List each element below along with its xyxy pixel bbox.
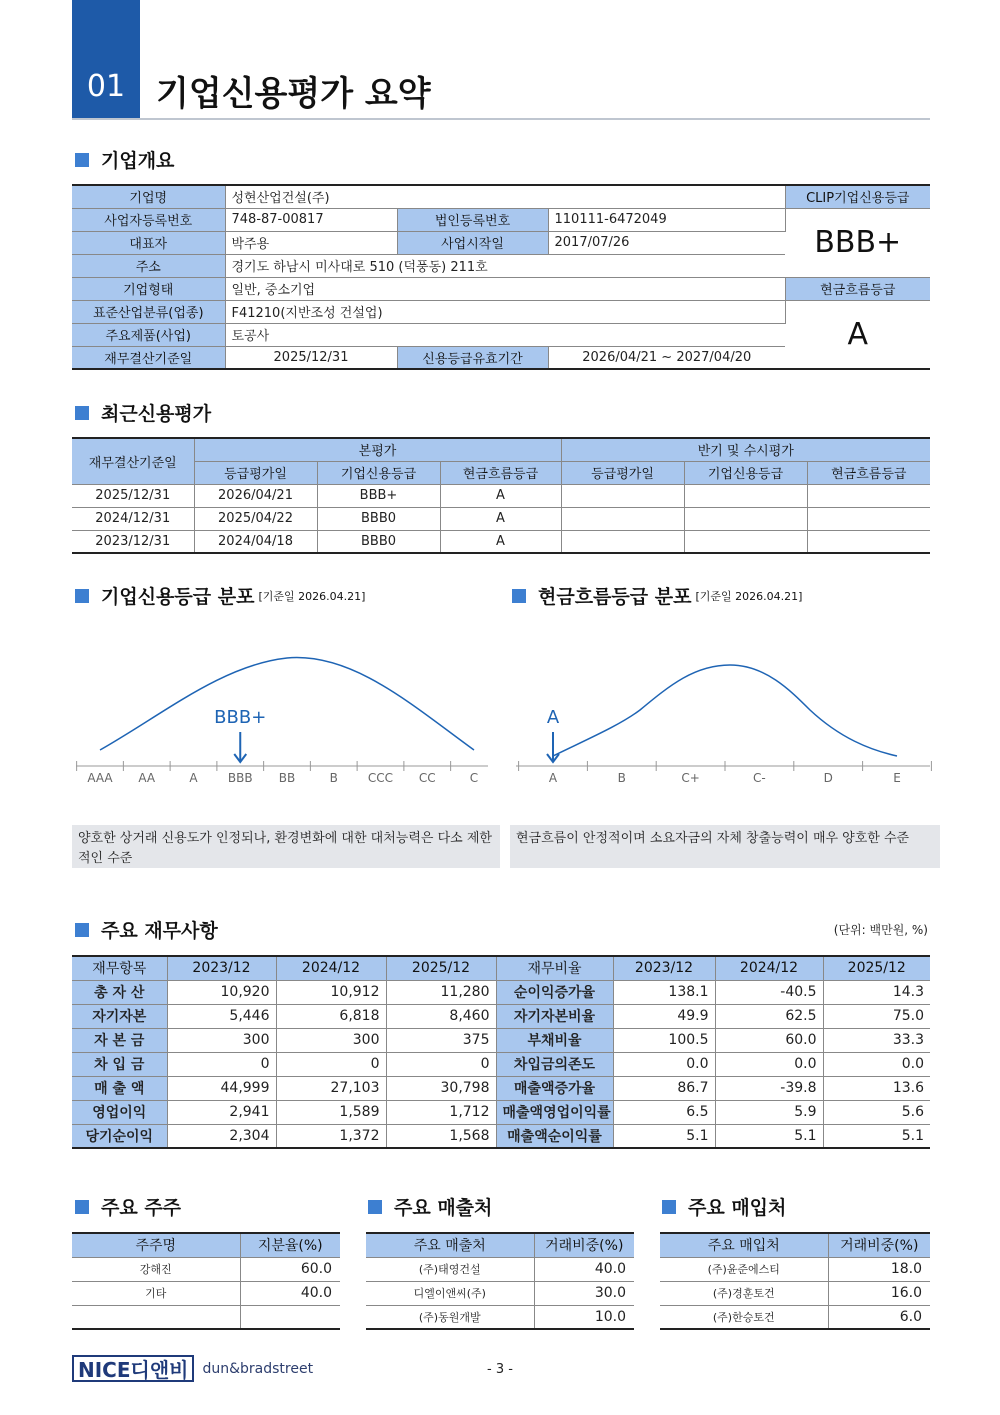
entity-name: 강해진 (72, 1257, 240, 1281)
credit-dist-heading-text: 기업신용등급 분포 (101, 586, 255, 608)
table-row (72, 484, 930, 507)
entity-name: (주)태영건설 (366, 1257, 534, 1281)
fin-value: 300 (167, 1028, 276, 1052)
fin-value: 11,280 (386, 980, 496, 1004)
share-value: 40.0 (240, 1281, 340, 1305)
axis-tick-label: D (823, 771, 833, 785)
cell: 2026/04/21 (194, 484, 317, 507)
fin-ratio-value: 0.0 (715, 1052, 823, 1076)
table-row (72, 507, 930, 530)
fin-ratio-label: 매출액순이익률 (496, 1124, 613, 1148)
axis-tick-label: C (469, 771, 479, 785)
cell: A (440, 530, 561, 553)
axis-tick-label: C- (753, 771, 766, 785)
axis-tick-label: A (189, 771, 198, 785)
label-company-type: 기업형태 (72, 277, 225, 300)
col-fin-item: 재무항목 (72, 956, 167, 980)
overview-heading (75, 146, 174, 173)
fin-ratio-value: 0.0 (823, 1052, 930, 1076)
share-value: 16.0 (828, 1281, 930, 1305)
cell: BBB+ (317, 484, 440, 507)
fin-value: 27,103 (276, 1076, 386, 1100)
label-company-name: 기업명 (72, 185, 225, 208)
credit-marker-label: BBB+ (214, 707, 267, 728)
fin-ratio-value: 86.7 (613, 1076, 715, 1100)
fin-item-label: 당기순이익 (72, 1124, 167, 1148)
fin-ratio-value: -39.8 (715, 1076, 823, 1100)
bullet-square-icon (75, 1200, 89, 1214)
fin-ratio-value: 75.0 (823, 1004, 930, 1028)
cash-grade-value: A (785, 300, 930, 369)
suppliers-table (660, 1232, 930, 1330)
fin-ratio-value: 14.3 (823, 980, 930, 1004)
col-year: 2023/12 (167, 956, 276, 980)
table-row (366, 1257, 634, 1281)
cash-distribution-chart (510, 620, 935, 795)
col-name: 주요 매출처 (366, 1233, 534, 1257)
suppliers-heading (662, 1193, 786, 1220)
fin-value: 2,941 (167, 1100, 276, 1124)
axis-tick-label: B (329, 771, 338, 785)
table-row (72, 1257, 340, 1281)
label-corp-no: 법인등록번호 (397, 208, 548, 231)
address: 경기도 하남시 미사대로 510 (덕풍동) 211호 (225, 254, 785, 277)
entity-name: 디엘이앤씨(주) (366, 1281, 534, 1305)
recent-heading (75, 399, 211, 426)
fin-ratio-value: 49.9 (613, 1004, 715, 1028)
cell (561, 530, 684, 553)
table-row (366, 1281, 634, 1305)
table-row (72, 530, 930, 553)
fin-ratio-value: 100.5 (613, 1028, 715, 1052)
industry: F41210(지반조성 건설업) (225, 300, 785, 323)
bullet-square-icon (368, 1200, 382, 1214)
col-eval-date: 등급평가일 (561, 461, 684, 484)
fin-item-label: 영업이익 (72, 1100, 167, 1124)
cell (561, 484, 684, 507)
fin-value: 1,589 (276, 1100, 386, 1124)
page-title: 기업신용평가 요약 (156, 74, 431, 114)
recent-heading-text: 최근신용평가 (101, 403, 212, 425)
entity-name: (주)윤준에스티 (660, 1257, 828, 1281)
ceo: 박주용 (225, 231, 397, 254)
financial-heading (75, 916, 218, 943)
bullet-square-icon (75, 153, 89, 167)
cell: 2023/12/31 (72, 530, 194, 553)
entity-name: (주)한승토건 (660, 1305, 828, 1329)
col-credit-grade: 기업신용등급 (684, 461, 807, 484)
corp-no: 110111-6472049 (548, 208, 785, 231)
fin-item-label: 매 출 액 (72, 1076, 167, 1100)
customers-heading-text: 주요 매출처 (394, 1197, 493, 1219)
share-value (240, 1305, 340, 1329)
financial-heading-text: 주요 재무사항 (101, 920, 218, 942)
shareholders-heading-text: 주요 주주 (101, 1197, 182, 1219)
fin-ratio-value: 5.1 (823, 1124, 930, 1148)
table-row (660, 1281, 930, 1305)
fin-ratio-value: 33.3 (823, 1028, 930, 1052)
start-date: 2017/07/26 (548, 231, 785, 254)
label-cash-grade: 현금흐름등급 (785, 277, 930, 300)
col-eval-date: 등급평가일 (194, 461, 317, 484)
table-row (72, 1052, 930, 1076)
axis-tick-label: AAA (87, 771, 113, 785)
fin-value: 0 (167, 1052, 276, 1076)
fin-item-label: 차 입 금 (72, 1052, 167, 1076)
table-row (72, 1281, 340, 1305)
cell: A (440, 507, 561, 530)
entity-name: (주)동원개발 (366, 1305, 534, 1329)
label-address: 주소 (72, 254, 225, 277)
bullet-square-icon (75, 923, 89, 937)
fin-ratio-value: 5.6 (823, 1100, 930, 1124)
clip-grade-value: BBB+ (785, 208, 930, 277)
company-name: 성현산업건설(주) (225, 185, 785, 208)
shareholders-heading (75, 1193, 181, 1220)
col-cash-grade: 현금흐름등급 (440, 461, 561, 484)
col-settle-date: 재무결산기준일 (72, 438, 194, 484)
valid-period: 2026/04/21 ~ 2027/04/20 (548, 346, 785, 369)
fin-ratio-value: 5.1 (613, 1124, 715, 1148)
col-year: 2025/12 (823, 956, 930, 980)
cash-grade-description: 현금흐름이 안정적이며 소요자금의 자체 창출능력이 매우 양호한 수준 (510, 825, 940, 868)
company-type: 일반, 중소기업 (225, 277, 785, 300)
label-product: 주요제품(사업) (72, 323, 225, 346)
fin-value: 0 (276, 1052, 386, 1076)
fin-ratio-label: 매출액증가율 (496, 1076, 613, 1100)
fin-ratio-value: 60.0 (715, 1028, 823, 1052)
table-row (72, 980, 930, 1004)
cell (807, 484, 930, 507)
fin-ratio-label: 매출액영업이익률 (496, 1100, 613, 1124)
settle-date: 2025/12/31 (225, 346, 397, 369)
table-row (660, 1257, 930, 1281)
label-clip-grade: CLIP기업신용등급 (785, 185, 930, 208)
cell: BBB0 (317, 530, 440, 553)
cell: 2025/12/31 (72, 484, 194, 507)
col-ratio: 지분율(%) (240, 1233, 340, 1257)
customers-heading (368, 1193, 492, 1220)
entity-name: (주)경훈토건 (660, 1281, 828, 1305)
overview-heading-text: 기업개요 (101, 150, 175, 172)
fin-ratio-value: -40.5 (715, 980, 823, 1004)
share-value: 18.0 (828, 1257, 930, 1281)
fin-value: 2,304 (167, 1124, 276, 1148)
axis-tick-label: BB (278, 771, 296, 785)
col-ratio: 거래비중(%) (828, 1233, 930, 1257)
nice-logo-text: NICE디앤비 (78, 1358, 189, 1382)
table-row (72, 1004, 930, 1028)
cell (684, 530, 807, 553)
share-value: 30.0 (534, 1281, 634, 1305)
axis-tick-label: B (617, 771, 626, 785)
axis-tick-label: A (548, 771, 558, 785)
col-ratio: 거래비중(%) (534, 1233, 634, 1257)
fin-ratio-label: 순이익증가율 (496, 980, 613, 1004)
cash-marker-label: A (546, 707, 560, 728)
col-cash-grade: 현금흐름등급 (807, 461, 930, 484)
fin-ratio-value: 5.1 (715, 1124, 823, 1148)
cell (684, 507, 807, 530)
col-credit-grade: 기업신용등급 (317, 461, 440, 484)
fin-value: 5,446 (167, 1004, 276, 1028)
page-number: - 3 - (487, 1362, 513, 1377)
group-main-eval: 본평가 (194, 438, 561, 461)
suppliers-heading-text: 주요 매입처 (688, 1197, 787, 1219)
cell (807, 530, 930, 553)
entity-name (72, 1305, 240, 1329)
share-value: 6.0 (828, 1305, 930, 1329)
table-row (72, 1028, 930, 1052)
axis-tick-label: E (893, 771, 901, 785)
fin-ratio-label: 부채비율 (496, 1028, 613, 1052)
label-start-date: 사업시작일 (397, 231, 548, 254)
fin-value: 1,712 (386, 1100, 496, 1124)
cell (684, 484, 807, 507)
fin-value: 1,568 (386, 1124, 496, 1148)
fin-value: 10,912 (276, 980, 386, 1004)
bullet-square-icon (662, 1200, 676, 1214)
fin-ratio-value: 6.5 (613, 1100, 715, 1124)
dnb-logo-text: dun&bradstreet (202, 1360, 314, 1377)
share-value: 10.0 (534, 1305, 634, 1329)
fin-value: 30,798 (386, 1076, 496, 1100)
recent-rating-table (72, 437, 930, 554)
credit-dist-heading (75, 582, 365, 609)
credit-dist-date-note: [기준일 2026.04.21] (258, 589, 366, 603)
col-year: 2023/12 (613, 956, 715, 980)
label-ceo: 대표자 (72, 231, 225, 254)
label-biz-no: 사업자등록번호 (72, 208, 225, 231)
bullet-square-icon (75, 406, 89, 420)
bullet-square-icon (75, 589, 89, 603)
shareholders-table (72, 1232, 340, 1330)
table-row (72, 1076, 930, 1100)
credit-grade-description: 양호한 상거래 신용도가 인정되나, 환경변화에 대한 대처능력은 다소 제한적인 수준 (72, 825, 500, 868)
fin-value: 0 (386, 1052, 496, 1076)
table-row (72, 1124, 930, 1148)
fin-value: 300 (276, 1028, 386, 1052)
axis-tick-label: C+ (681, 771, 700, 785)
col-name: 주주명 (72, 1233, 240, 1257)
fin-ratio-value: 138.1 (613, 980, 715, 1004)
cell (807, 507, 930, 530)
col-name: 주요 매입처 (660, 1233, 828, 1257)
credit-distribution-chart (72, 620, 492, 795)
label-settle-date: 재무결산기준일 (72, 346, 225, 369)
cash-dist-date-note: [기준일 2026.04.21] (695, 589, 803, 603)
col-year: 2024/12 (715, 956, 823, 980)
fin-value: 44,999 (167, 1076, 276, 1100)
fin-ratio-value: 62.5 (715, 1004, 823, 1028)
biz-no: 748-87-00817 (225, 208, 397, 231)
fin-item-label: 총 자 산 (72, 980, 167, 1004)
overview-table (72, 184, 930, 370)
table-row (72, 1100, 930, 1124)
cell: BBB0 (317, 507, 440, 530)
credit-marker-arrow (234, 732, 246, 762)
unit-label: (단위: 백만원, %) (833, 923, 928, 937)
section-number: 01 (72, 0, 140, 118)
label-valid-period: 신용등급유효기간 (397, 346, 548, 369)
fin-value: 6,818 (276, 1004, 386, 1028)
fin-ratio-label: 차입금의존도 (496, 1052, 613, 1076)
cash-dist-heading-text: 현금흐름등급 분포 (538, 586, 692, 608)
cell: A (440, 484, 561, 507)
cash-dist-heading (512, 582, 802, 609)
table-row (72, 1305, 340, 1329)
entity-name: 기타 (72, 1281, 240, 1305)
axis-tick-label: BBB (227, 771, 253, 785)
fin-value: 1,372 (276, 1124, 386, 1148)
share-value: 60.0 (240, 1257, 340, 1281)
axis-tick-label: CCC (367, 771, 394, 785)
table-row (660, 1305, 930, 1329)
cell: 2024/04/18 (194, 530, 317, 553)
page-header (72, 0, 930, 120)
table-row (366, 1305, 634, 1329)
bullet-square-icon (512, 589, 526, 603)
fin-ratio-value: 13.6 (823, 1076, 930, 1100)
fin-value: 10,920 (167, 980, 276, 1004)
financial-table (72, 955, 930, 1149)
fin-ratio-value: 5.9 (715, 1100, 823, 1124)
fin-value: 8,460 (386, 1004, 496, 1028)
cell (561, 507, 684, 530)
cash-distribution-curve (553, 665, 897, 756)
axis-tick-label: CC (418, 771, 436, 785)
cell: 2024/12/31 (72, 507, 194, 530)
col-fin-ratio: 재무비율 (496, 956, 613, 980)
fin-ratio-label: 자기자본비율 (496, 1004, 613, 1028)
label-industry: 표준산업분류(업종) (72, 300, 225, 323)
col-year: 2025/12 (386, 956, 496, 980)
col-year: 2024/12 (276, 956, 386, 980)
credit-distribution-curve (100, 658, 474, 750)
cell: 2025/04/22 (194, 507, 317, 530)
product: 토공사 (225, 323, 785, 346)
share-value: 40.0 (534, 1257, 634, 1281)
fin-ratio-value: 0.0 (613, 1052, 715, 1076)
cash-marker-arrow (547, 732, 559, 762)
axis-tick-label: AA (138, 771, 156, 785)
fin-value: 375 (386, 1028, 496, 1052)
fin-item-label: 자 본 금 (72, 1028, 167, 1052)
group-half-eval: 반기 및 수시평가 (561, 438, 930, 461)
fin-item-label: 자기자본 (72, 1004, 167, 1028)
customers-table (366, 1232, 634, 1330)
